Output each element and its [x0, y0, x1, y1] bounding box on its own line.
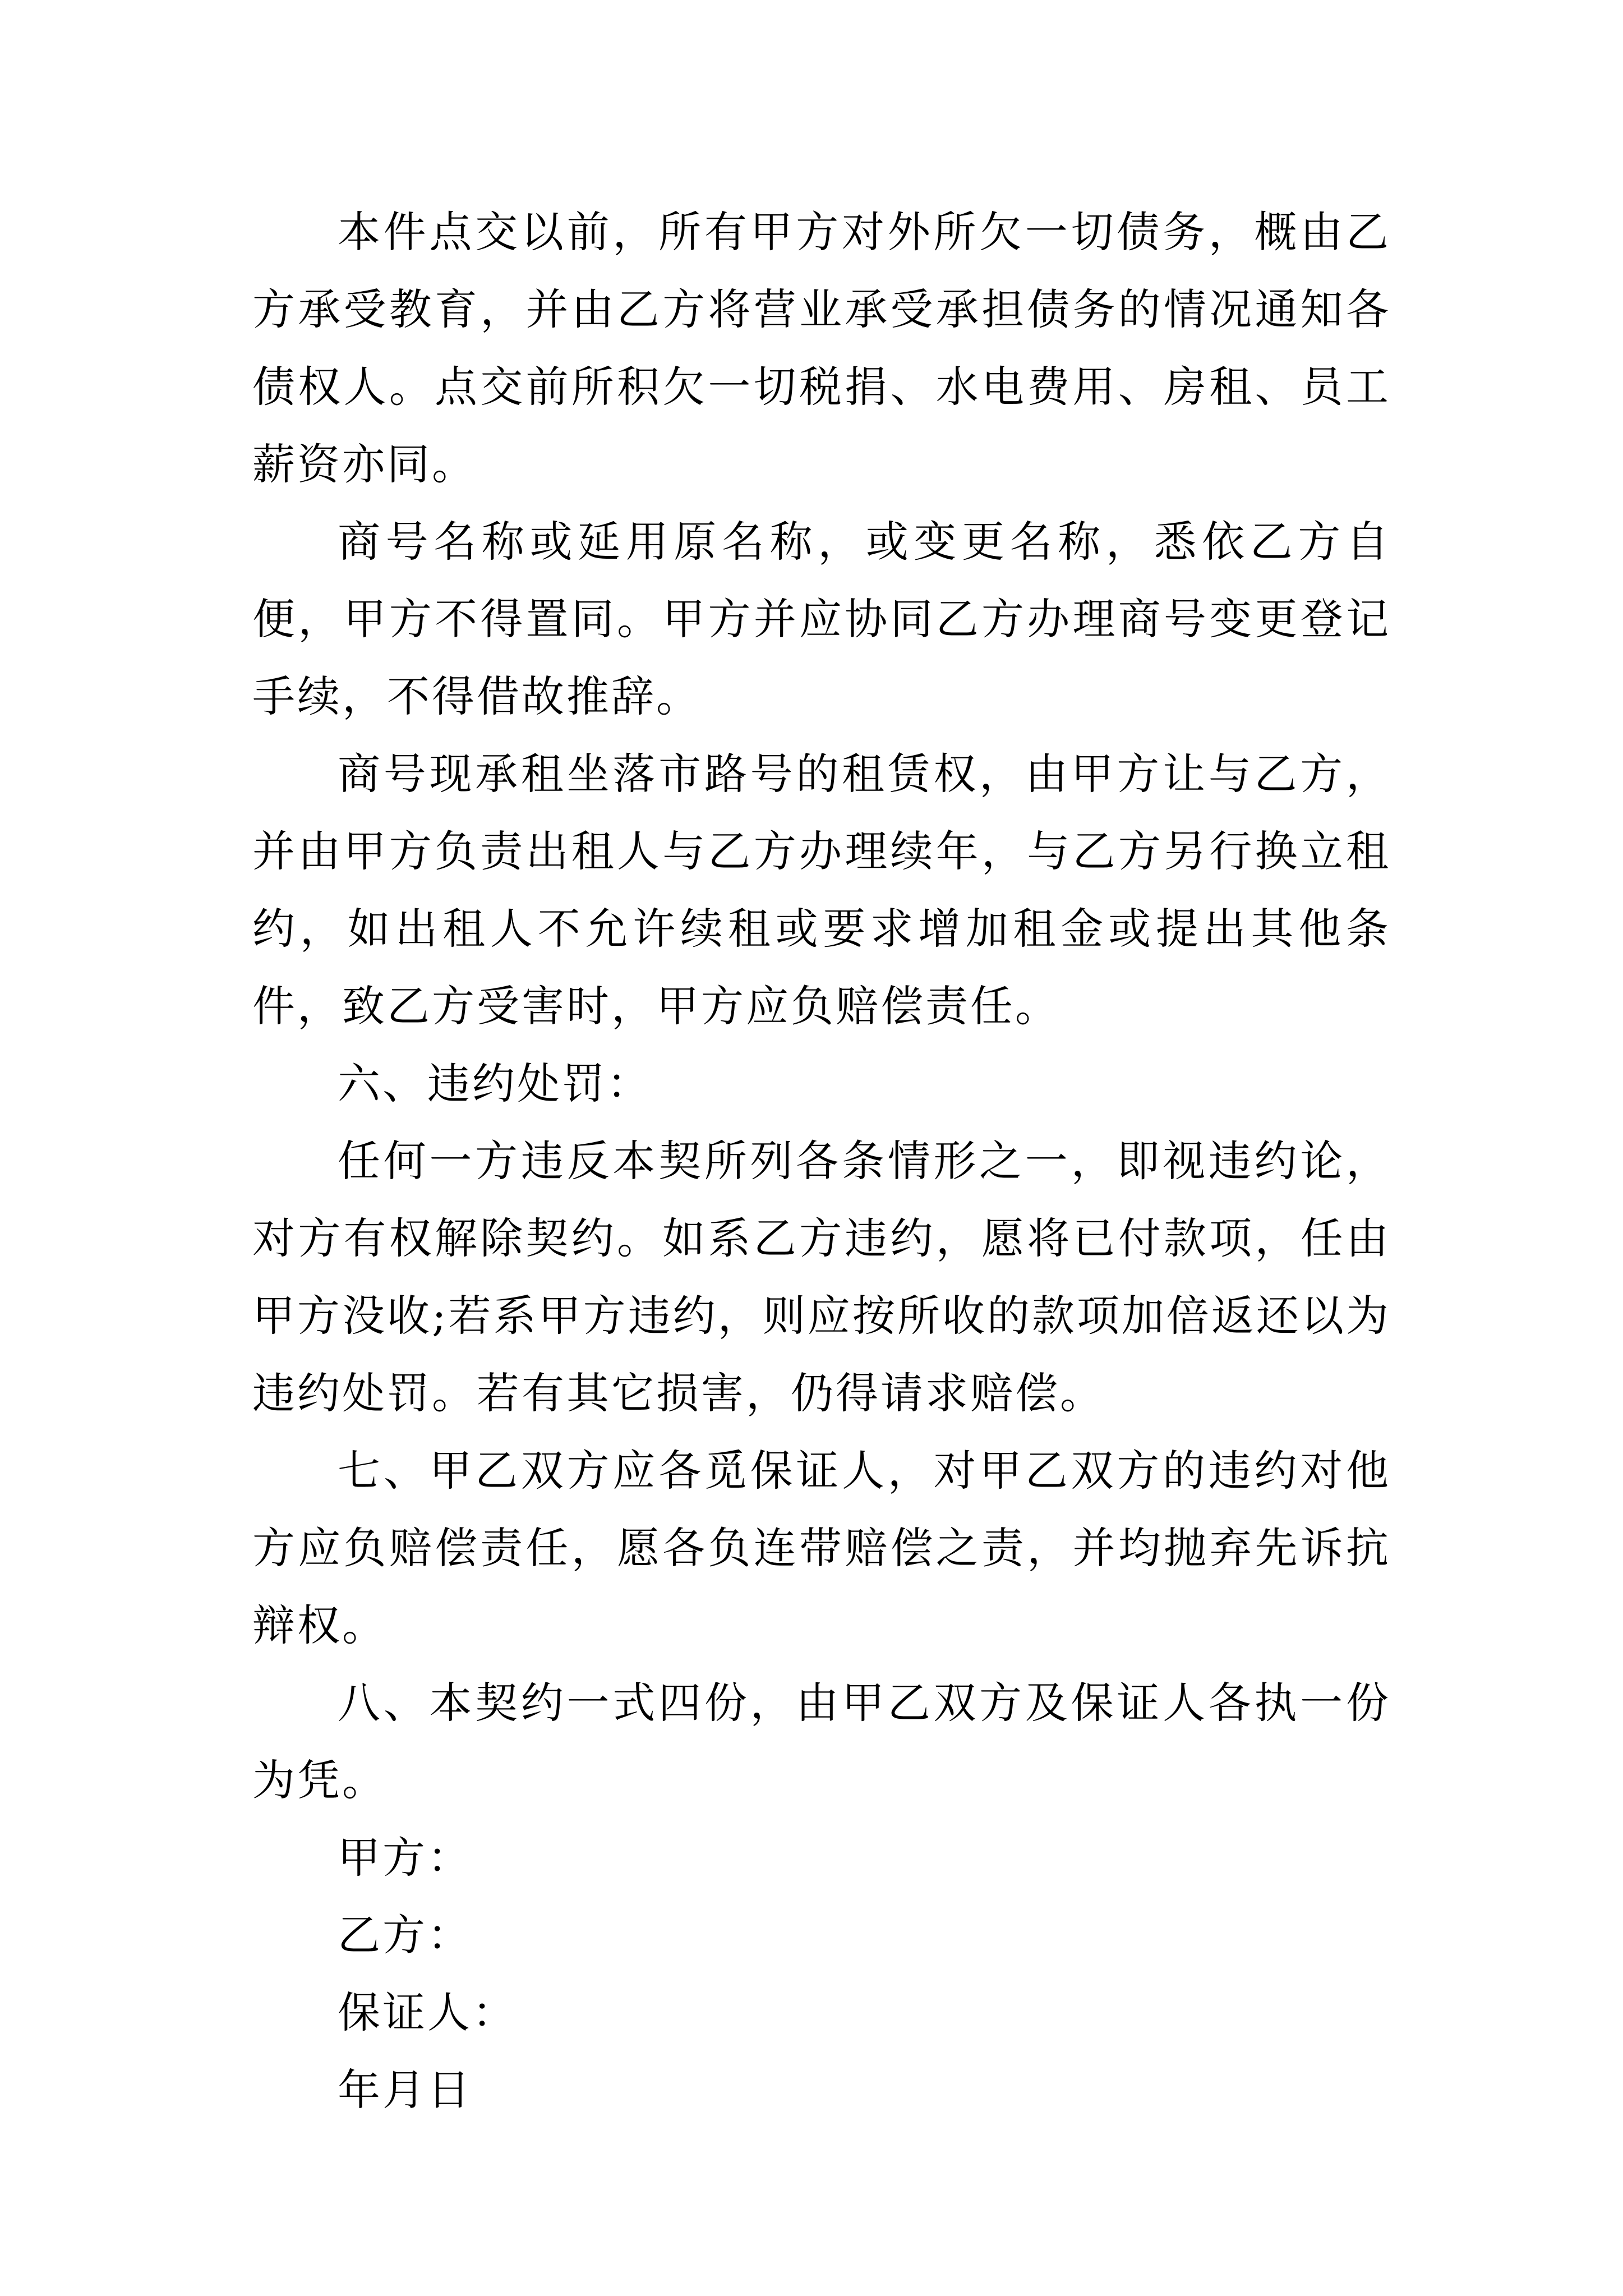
paragraph-guarantors: 七、甲乙双方应各觅保证人，对甲乙双方的违约对他方应负赔偿责任，愿各负连带赔偿之责，并均抛弃先诉抗辩权。	[252, 1446, 1391, 1650]
signature-party-b: 乙方：	[338, 1910, 472, 1960]
paragraph-copies: 八、本契约一式四份，由甲乙双方及保证人各执一份为凭。	[252, 1678, 1391, 1805]
paragraph-lease-rights: 商号现承租坐落市路号的租赁权，由甲方让与乙方，并由甲方负责出租人与乙方办理续年，与乙方另行换立租约，如出租人不允许续租或要求增加租金或提出其他条件，致乙方受害时，甲方应负赔偿责任。	[252, 749, 1391, 1031]
document-page	[252, 194, 1391, 2129]
paragraph-breach-penalty: 任何一方违反本契所列各条情形之一，即视违约论，对方有权解除契约。如系乙方违约，愿将已付款项，任由甲方没收;若系甲方违约，则应按所收的款项加倍返还以为违约处罚。若有其它损害，仍得请求赔偿。	[252, 1136, 1391, 1418]
signature-guarantor: 保证人：	[338, 1987, 517, 2037]
section-heading-breach: 六、违约处罚：	[338, 1059, 652, 1108]
paragraph-business-name: 商号名称或延用原名称，或变更名称，悉依乙方自便，甲方不得置同。甲方并应协同乙方办理商号变更登记手续，不得借故推辞。	[252, 517, 1391, 721]
paragraph-debts: 本件点交以前，所有甲方对外所欠一切债务，概由乙方承受教育，并由乙方将营业承受承担债务的情况通知各债权人。点交前所积欠一切税捐、水电费用、房租、员工薪资亦同。	[252, 207, 1391, 489]
signature-party-a: 甲方：	[338, 1833, 472, 1883]
signature-date: 年月日	[338, 2065, 472, 2115]
